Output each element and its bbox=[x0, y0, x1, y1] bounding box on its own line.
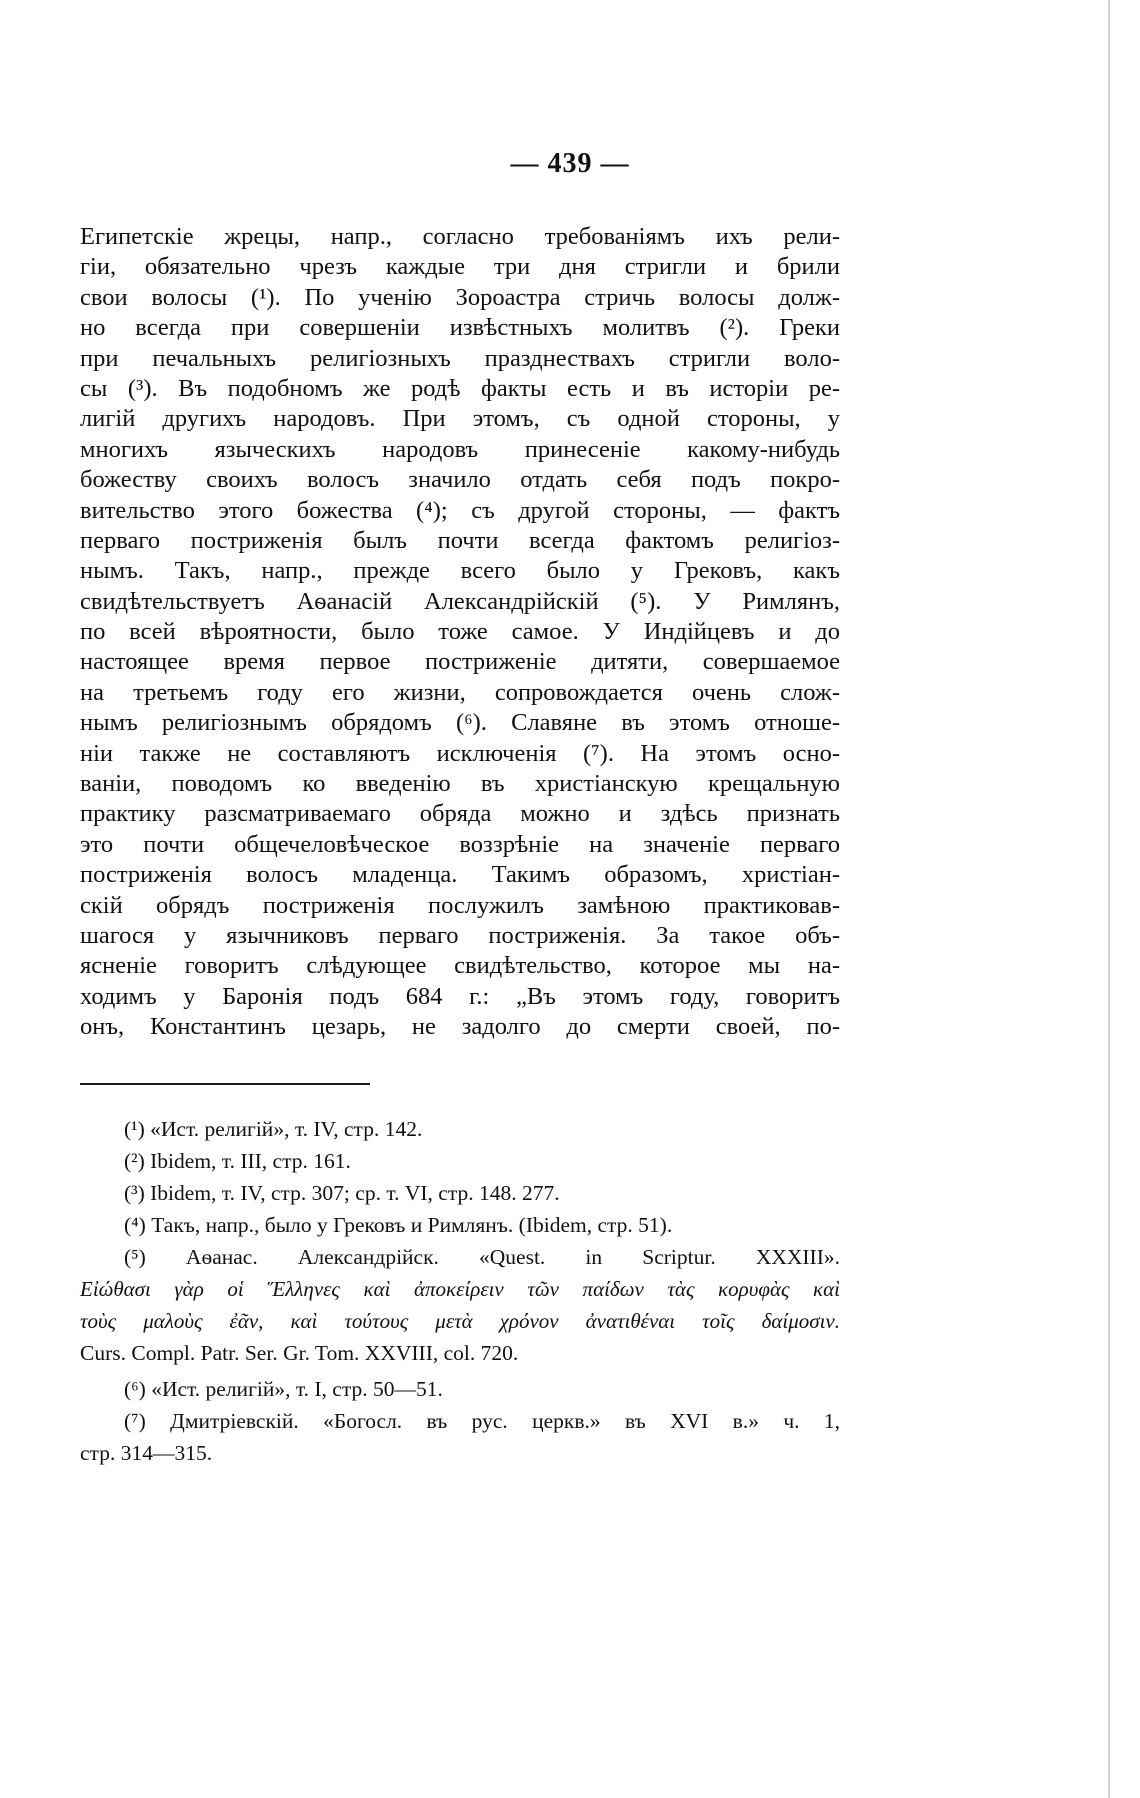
text-line: ніи также не составляютъ исключенія (⁷). На этомъ осно- bbox=[80, 739, 840, 767]
text-line: ваніи, поводомъ ко введенію въ христіанскую крещальную bbox=[80, 770, 840, 798]
text-line: ясненіе говоритъ слѣдующее свидѣтельство, которое мы на- bbox=[80, 952, 840, 980]
text-line: скій обрядъ постриженія послужилъ замѣною практиковав- bbox=[80, 891, 840, 919]
footnote-5-greek-line: Εἰώθασι γὰρ οἱ Ἕλληνες καὶ ἀποκείρειν τῶν παίδων τὰς κορυφὰς καὶ bbox=[80, 1277, 840, 1301]
text-line: постриженія волосъ младенца. Такимъ образомъ, христіан- bbox=[80, 861, 840, 889]
text-line: настоящее время первое постриженіе дитяти, совершаемое bbox=[80, 648, 840, 676]
text-line: сы (³). Въ подобномъ же родѣ факты есть и въ исторіи ре- bbox=[80, 374, 840, 402]
footnote-divider bbox=[80, 1083, 370, 1085]
footnotes bbox=[80, 1113, 840, 1469]
footnote-2: (²) Ibidem, т. III, стр. 161. bbox=[124, 1149, 351, 1173]
text-line: перваго постриженія былъ почти всегда фактомъ религіоз- bbox=[80, 526, 840, 554]
main-text bbox=[80, 222, 840, 1043]
footnote-5: (⁵) Аѳанас. Александрійск. «Quest. in Scriptur. XXXIII». bbox=[124, 1245, 840, 1269]
text-line: свидѣтельствуетъ Аѳанасій Александрійскій (⁵). У Римлянъ, bbox=[80, 587, 840, 615]
footnote-7-continuation: стр. 314—315. bbox=[80, 1441, 213, 1465]
text-line: ходимъ у Баронія подъ 684 г.: „Въ этомъ году, говоритъ bbox=[80, 982, 840, 1010]
page-edge-line bbox=[1108, 0, 1110, 1798]
footnote-7: (⁷) Дмитріевскій. «Богосл. въ рус. церкв.» въ XVI в.» ч. 1, bbox=[124, 1409, 840, 1433]
text-line: многихъ языческихъ народовъ принесеніе какому-нибудь bbox=[80, 435, 840, 463]
text-line: лигій другихъ народовъ. При этомъ, съ одной стороны, у bbox=[80, 405, 840, 433]
text-line: но всегда при совершеніи извѣстныхъ молитвъ (²). Греки bbox=[80, 314, 840, 342]
page-number: — 439 — bbox=[510, 148, 630, 179]
text-line: шагося у язычниковъ перваго постриженія. За такое объ- bbox=[80, 921, 840, 949]
text-line: Египетскіе жрецы, напр., согласно требованіямъ ихъ рели- bbox=[80, 223, 840, 250]
footnote-5-greek-line: τοὺς μαλοὺς ἐᾶν, καὶ τούτους μετὰ χρόνον ἀνατιθέναι τοῖς δαίμοσιν. bbox=[80, 1309, 840, 1333]
text-line: на третьемъ году его жизни, сопровождается очень слож- bbox=[80, 678, 840, 706]
text-line: онъ, Константинъ цезарь, не задолго до смерти своей, по- bbox=[80, 1013, 840, 1041]
text-line: это почти общечеловѣческое воззрѣніе на значеніе перваго bbox=[80, 830, 840, 858]
footnote-4: (⁴) Такъ, напр., было у Грековъ и Римлянъ. (Ibidem, стр. 51). bbox=[124, 1213, 673, 1237]
footnote-1: (¹) «Ист. религій», т. IV, стр. 142. bbox=[124, 1117, 423, 1141]
text-line: при печальныхъ религіозныхъ празднествахъ стригли воло- bbox=[80, 344, 840, 372]
text-line: божеству своихъ волосъ значило отдать себя подъ покро- bbox=[80, 466, 840, 494]
text-line: свои волосы (¹). По ученію Зороастра стричь волосы долж- bbox=[80, 283, 840, 311]
text-line: практику разсматриваемаго обряда можно и здѣсь признать bbox=[80, 800, 840, 828]
footnote-6: (⁶) «Ист. религій», т. I, стр. 50—51. bbox=[124, 1377, 443, 1401]
text-line: нымъ религіознымъ обрядомъ (⁶). Славяне въ этомъ отноше- bbox=[80, 709, 840, 737]
text-line: гіи, обязательно чрезъ каждые три дня стригли и брили bbox=[80, 253, 840, 281]
text-line: вительство этого божества (⁴); съ другой стороны, — фактъ bbox=[80, 496, 840, 524]
text-line: нымъ. Такъ, напр., прежде всего было у Грековъ, какъ bbox=[80, 557, 840, 585]
footnote-5-source: Curs. Compl. Patr. Ser. Gr. Tom. XXVIII, col. 720. bbox=[80, 1341, 519, 1365]
text-line: по всей вѣроятности, было тоже самое. У Индійцевъ и до bbox=[80, 618, 840, 646]
footnote-3: (³) Ibidem, т. IV, стр. 307; ср. т. VI, стр. 148. 277. bbox=[124, 1181, 560, 1205]
